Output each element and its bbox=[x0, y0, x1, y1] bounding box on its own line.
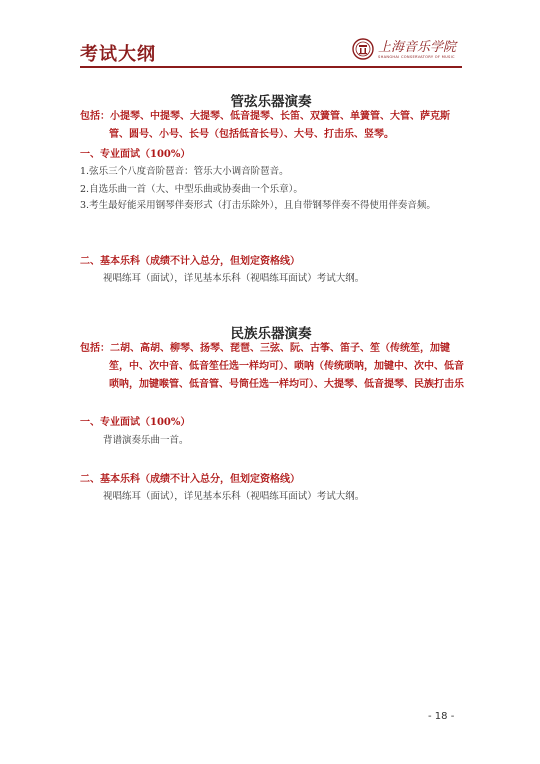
header-divider bbox=[80, 66, 462, 68]
orchestral-item-2: 2.自选乐曲一首（大、中型乐曲或协奏曲一个乐章）。 bbox=[80, 184, 303, 195]
logo-script-text: 上海音乐学院 bbox=[378, 40, 457, 55]
folk-part1-text: 背谱演奏乐曲一首。 bbox=[103, 435, 189, 446]
section-title-orchestral: 管弦乐器演奏 bbox=[230, 94, 312, 110]
orchestral-part2-text: 视唱练耳（面试），详见基本乐科（视唱练耳面试）考试大纲。 bbox=[103, 273, 365, 284]
orchestral-includes-text: 包括：小提琴、中提琴、大提琴、低音提琴、长笛、双簧管、单簧管、大管、萨克斯管、圆号、小号、长号（包括低音长号）、大号、打击乐、竖琴。 bbox=[80, 111, 450, 140]
orchestral-part1-heading: 一、专业面试（100%） bbox=[80, 149, 191, 160]
orchestral-item-1: 1.弦乐三个八度音阶琶音：管乐大小调音阶琶音。 bbox=[80, 166, 289, 177]
section-title-folk: 民族乐器演奏 bbox=[230, 326, 312, 342]
folk-part2-heading: 二、基本乐科（成绩不计入总分，但划定资格线） bbox=[80, 474, 300, 485]
orchestral-includes bbox=[80, 108, 465, 144]
logo-subtitle: SHANGHAI CONSERVATORY OF MUSIC bbox=[378, 55, 455, 59]
orchestral-item-3: 3.考生最好能采用钢琴伴奏形式（打击乐除外），且自带钢琴伴奏不得使用伴奏音频。 bbox=[80, 200, 436, 211]
folk-part2-text: 视唱练耳（面试），详见基本乐科（视唱练耳面试）考试大纲。 bbox=[103, 491, 365, 502]
header-title: 考试大纲 bbox=[80, 44, 156, 65]
folk-includes-text: 包括：二胡、高胡、柳琴、扬琴、琵琶、三弦、阮、古筝、笛子、笙（传统笙，加键笙，中、次中音、低音笙任选一样均可）、唢呐（传统唢呐，加键中、次中、低音唢呐，加键喉管、低音管、号筒任选一样均可）、大提琴、低音提琴、民族打击乐 bbox=[80, 343, 464, 390]
school-emblem-icon bbox=[352, 38, 374, 60]
folk-includes bbox=[80, 340, 465, 394]
page-number: - 18 - bbox=[428, 711, 455, 722]
folk-part1-heading: 一、专业面试（100%） bbox=[80, 417, 191, 428]
school-logo bbox=[352, 36, 462, 68]
orchestral-part2-heading: 二、基本乐科（成绩不计入总分，但划定资格线） bbox=[80, 256, 300, 267]
